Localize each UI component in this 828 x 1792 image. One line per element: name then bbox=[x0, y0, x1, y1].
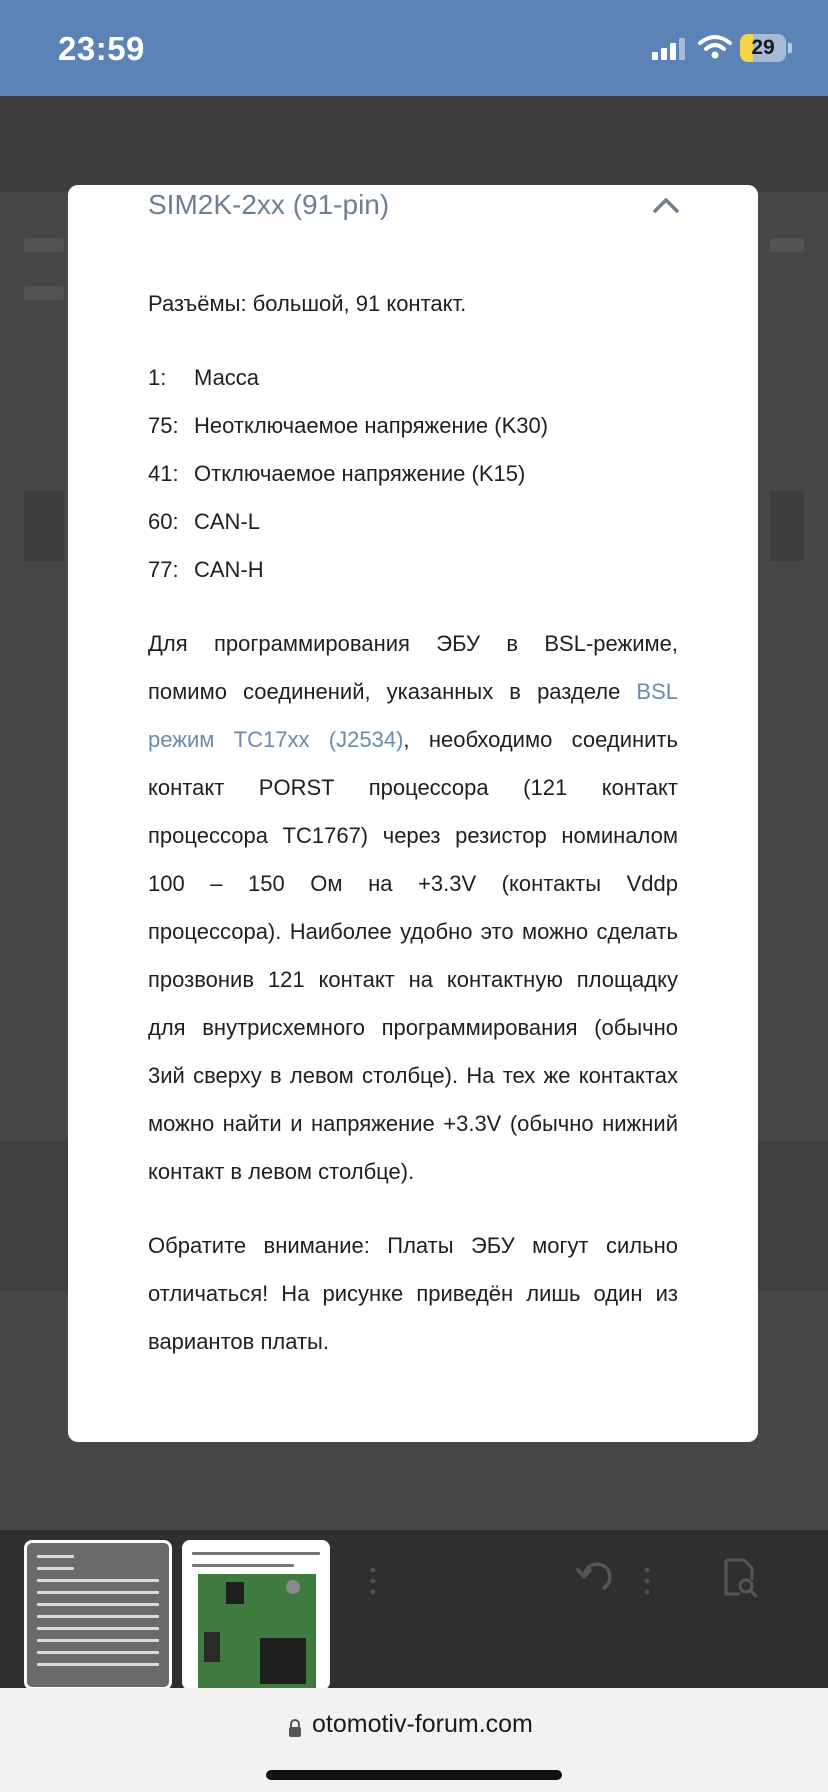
status-time: 23:59 bbox=[58, 30, 145, 67]
bsl-paragraph bbox=[148, 620, 678, 1196]
board-image bbox=[198, 1574, 316, 1690]
modal-body bbox=[148, 280, 678, 1366]
bsl-paragraph-end: , необходимо соединить контакт PORST процессора (121 контакт процессора TC1767) через резистор номиналом 100 – 150 Ом на +3.3V (контакты Vddp процессора). Наиболее удобно это можно сделать прозвонив 121 контакт на контактную площадку для внутрисхемного программирования (обычно 3ий сверху в левом столбце). На тех же контактах можно найти и напряжение +3.3V (обычно нижний контакт в левом столбце). bbox=[148, 727, 678, 1184]
thumbnail-bar bbox=[0, 1530, 828, 1688]
battery-icon bbox=[740, 34, 792, 62]
spoiler-modal bbox=[68, 185, 758, 1442]
modal-title[interactable]: SIM2K-2xx (91-pin) bbox=[148, 189, 390, 220]
pin-row bbox=[148, 354, 678, 402]
address-bar[interactable] bbox=[0, 1688, 828, 1792]
pin-description: Отключаемое напряжение (K15) bbox=[194, 461, 526, 486]
pin-row bbox=[148, 498, 678, 546]
chevron-up-icon[interactable] bbox=[651, 193, 681, 217]
background-header bbox=[0, 96, 828, 192]
url-text[interactable]: otomotiv-forum.com bbox=[312, 1710, 533, 1738]
lock-icon bbox=[288, 1718, 302, 1738]
pin-number: 75: bbox=[148, 413, 179, 438]
pin-number: 60: bbox=[148, 509, 179, 534]
connectors-line: Разъёмы: большой, 91 контакт. bbox=[148, 291, 467, 316]
more-dots-icon[interactable] bbox=[370, 1566, 376, 1596]
undo-icon[interactable] bbox=[574, 1558, 614, 1598]
pin-description: Масса bbox=[194, 365, 260, 390]
pin-description: CAN-L bbox=[194, 509, 261, 534]
more-dots-icon[interactable] bbox=[644, 1566, 650, 1596]
pin-number: 41: bbox=[148, 461, 179, 486]
battery-level: 29 bbox=[751, 36, 775, 59]
pin-description: Неотключаемое напряжение (K30) bbox=[194, 413, 549, 438]
pin-description: CAN-H bbox=[194, 557, 264, 582]
pin-row bbox=[148, 546, 678, 594]
note-paragraph: Обратите внимание: Платы ЭБУ могут сильно отличаться! На рисунке приведён лишь один из вариантов платы. bbox=[148, 1233, 678, 1354]
pin-number: 77: bbox=[148, 557, 179, 582]
pin-row bbox=[148, 402, 678, 450]
bsl-mode-link[interactable]: BSL режим TC17xx (J2534) bbox=[148, 679, 678, 752]
search-doc-icon[interactable] bbox=[720, 1558, 760, 1598]
pin-number: 1: bbox=[148, 365, 167, 390]
status-bar bbox=[0, 0, 828, 96]
thumbnail-board-image[interactable] bbox=[182, 1540, 330, 1690]
wifi-icon bbox=[698, 34, 732, 60]
signal-icon bbox=[652, 38, 684, 60]
thumbnail-text-page[interactable] bbox=[24, 1540, 172, 1690]
bsl-paragraph-start: Для программирования ЭБУ в BSL-режиме, помимо соединений, указанных в разделе bbox=[148, 631, 678, 704]
home-indicator bbox=[266, 1770, 562, 1780]
pin-row bbox=[148, 450, 678, 498]
